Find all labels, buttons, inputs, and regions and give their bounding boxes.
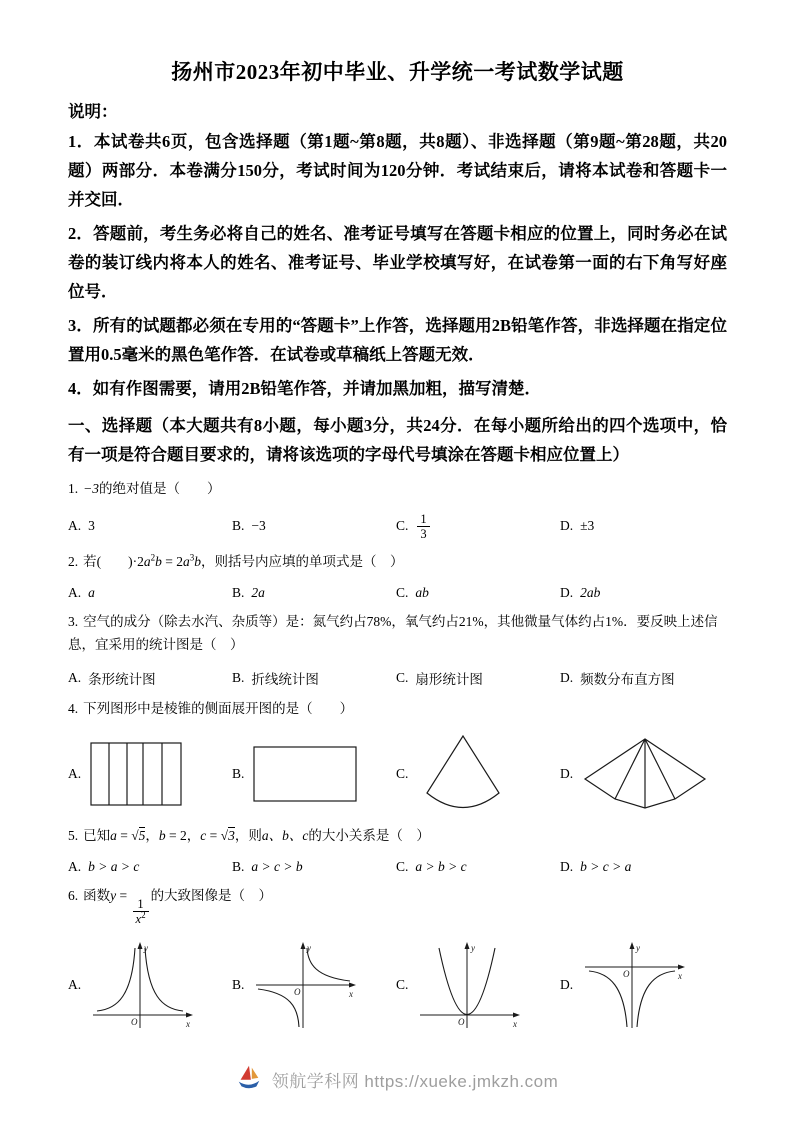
option-text: 频数分布直方图: [580, 671, 675, 687]
stem-text: 的大致图像是（ ）: [150, 888, 273, 904]
question-3-stem: [68, 610, 727, 657]
option-a: [68, 668, 232, 688]
stem-text: ，: [145, 828, 159, 844]
option-b: [232, 859, 396, 875]
x-axis-label: x: [678, 970, 683, 981]
option-text: b > c > a: [580, 859, 632, 875]
option-label: A.: [68, 859, 82, 875]
option-label: B.: [232, 976, 245, 992]
math-term: a: [183, 553, 190, 569]
option-text: a > b > c: [415, 859, 467, 875]
option-label: D.: [560, 766, 574, 782]
radicand: 3: [228, 828, 235, 844]
radical-sign: √: [220, 828, 229, 844]
triangle-fan-figure: [582, 735, 708, 813]
option-label: D.: [560, 584, 574, 600]
math-term: a: [110, 828, 117, 844]
stem-text: = 2: [161, 553, 183, 569]
footer-watermark: [0, 1063, 793, 1096]
question-2-stem: [68, 550, 727, 574]
math-term: a: [143, 553, 151, 569]
stem-text: ，则括号内应填的单项式是（ ）: [201, 553, 404, 569]
question-4-options: [68, 733, 727, 815]
question-number: 4.: [68, 700, 79, 716]
option-d: [560, 585, 600, 601]
fraction-numerator: 1: [137, 896, 144, 911]
y-axis-label: y: [471, 942, 476, 953]
sup-exponent: 2: [150, 552, 156, 563]
option-label: A.: [68, 766, 82, 782]
question-number: 3.: [68, 613, 79, 629]
math-term: b: [155, 553, 162, 569]
option-label: C.: [396, 584, 409, 600]
option-label: B.: [232, 766, 245, 782]
option-text: ±3: [580, 518, 595, 534]
option-d: [560, 859, 631, 875]
stem-text: =: [206, 828, 221, 844]
origin-label: O: [131, 1016, 138, 1027]
stem-text: 空气的成分（除去水汽、杂质等）是：氮气约占78%，氧气约占21%，其他微量气体约占1%．要反映上述信息，宜采用的统计图是（ ）: [68, 613, 718, 653]
question-number: 2.: [68, 553, 79, 569]
question-3-options: [68, 668, 727, 688]
page-title: 扬州市2023年初中毕业、升学统一考试数学试题: [171, 60, 624, 84]
math-term: b: [194, 553, 201, 569]
question-3: [68, 610, 727, 688]
option-label: C.: [396, 859, 409, 875]
option-label: B.: [232, 859, 245, 875]
math-term: −3: [83, 481, 99, 497]
option-label: D.: [560, 518, 574, 534]
question-number: 1.: [68, 481, 79, 497]
option-c: [396, 939, 560, 1031]
fraction-denominator: [133, 911, 149, 926]
option-label: D.: [560, 976, 574, 992]
option-text: 2a: [251, 584, 265, 600]
question-2: [68, 550, 727, 601]
graph-parabola: [417, 939, 523, 1031]
option-text: 折线统计图: [251, 671, 319, 687]
option-text: 扇形统计图: [415, 671, 483, 687]
question-6-options: [68, 939, 727, 1031]
y-axis-label: y: [144, 942, 149, 953]
sup-exponent: 2: [141, 909, 146, 920]
instruction-2: 2．答题前，考生务必将自己的姓名、准考证号填写在答题卡相应的位置上，同时务必在试卷的装订线内将本人的姓名、准考证号、毕业学校填写好，在试卷第一面的右下角写好座位号．: [68, 224, 727, 302]
stem-text: ，则: [234, 828, 262, 844]
option-a: [68, 585, 232, 601]
option-label: C.: [396, 976, 409, 992]
instructions-label: 说明：: [68, 102, 118, 121]
stem-text: ，: [186, 828, 201, 844]
option-c: [396, 668, 560, 688]
graph-branches-above-axis: [90, 939, 196, 1031]
option-label: B.: [232, 584, 245, 600]
square-root: [131, 827, 145, 843]
site-url-text: 领航学科网 https://xueke.jmkzh.com: [271, 1072, 559, 1091]
option-a: [68, 518, 232, 534]
option-d: [560, 939, 688, 1031]
math-term: c: [200, 828, 207, 844]
stem-text: 的绝对值是（ ）: [99, 481, 221, 497]
option-text: b > a > c: [88, 859, 140, 875]
option-text: a > c > b: [251, 859, 303, 875]
option-b: [232, 939, 396, 1031]
stem-text: 的大小关系是（ ）: [308, 828, 430, 844]
option-label: C.: [396, 669, 409, 685]
origin-label: O: [294, 986, 301, 997]
y-axis-label: y: [307, 942, 312, 953]
y-axis-label: y: [636, 942, 641, 953]
option-label: A.: [68, 584, 82, 600]
option-d: [560, 735, 708, 813]
square-root: [221, 827, 235, 843]
option-text: 2ab: [580, 584, 601, 600]
stem-text: 若( )·2: [83, 553, 144, 569]
stem-text: 下列图形中是棱锥的侧面展开图的是（ ）: [83, 700, 354, 716]
stem-text: 函数: [83, 888, 111, 904]
math-term: b: [158, 828, 166, 844]
x-axis-label: x: [186, 1018, 191, 1029]
option-label: C.: [396, 766, 409, 782]
striped-rectangle-figure: [90, 742, 182, 806]
option-label: D.: [560, 859, 574, 875]
stem-text: =: [116, 888, 131, 904]
option-b: [232, 585, 396, 601]
option-text: ab: [415, 584, 429, 600]
radicand: 5: [138, 828, 146, 844]
question-5-stem: [68, 824, 727, 848]
site-logo-icon: [235, 1063, 263, 1096]
fraction: [133, 897, 149, 926]
question-6: [68, 884, 727, 1031]
option-b: [232, 668, 396, 688]
x-axis-label: x: [513, 1018, 518, 1029]
option-label: C.: [396, 518, 409, 534]
section-1-heading: 一、选择题（本大题共有8小题，每小题3分，共24分．在每小题所给出的四个选项中，恰有一项是符合题目要求的，请将该选项的字母代号填涂在答题卡相应位置上）: [68, 416, 727, 465]
option-c: [396, 733, 560, 815]
option-d: [560, 518, 594, 534]
question-4: [68, 697, 727, 816]
graph-branches-below-axis: [582, 939, 688, 1031]
question-1-options: [68, 512, 727, 541]
question-5: [68, 824, 727, 875]
option-b: [232, 746, 396, 802]
option-label: B.: [232, 518, 245, 534]
radical-sign: √: [131, 828, 139, 844]
origin-label: O: [623, 968, 630, 979]
instruction-3: 3．所有的试题都必须在专用的“答题卡”上作答，选择题用2B铅笔作答，非选择题在指定位置用0.5毫米的黑色笔作答．在试卷或草稿纸上答题无效．: [68, 316, 727, 365]
math-term: a、b、c: [261, 828, 309, 844]
stem-text: =: [116, 828, 132, 844]
option-b: [232, 518, 396, 534]
math-term: y: [110, 888, 117, 904]
instruction-4: 4．如有作图需要，请用2B铅笔作答，并请加黑加粗，描写清楚．: [68, 379, 542, 399]
stem-text: 已知: [83, 828, 111, 844]
option-a: [68, 742, 232, 806]
sector-figure: [417, 733, 509, 815]
option-a: [68, 939, 232, 1031]
rectangle-figure: [253, 746, 357, 802]
question-number: 6.: [68, 888, 79, 904]
question-6-stem: [68, 884, 727, 926]
option-text: 3: [88, 518, 95, 534]
option-a: [68, 859, 232, 875]
question-2-options: [68, 585, 727, 601]
math-term: x: [135, 911, 142, 926]
option-label: A.: [68, 669, 82, 685]
option-text: 条形统计图: [88, 671, 156, 687]
option-c: [396, 512, 560, 541]
fraction-denominator: 3: [417, 526, 429, 541]
option-c: [396, 859, 560, 875]
stem-text: = 2: [165, 828, 187, 844]
graph-hyperbola: [253, 939, 359, 1031]
instruction-1: 1．本试卷共6页，包含选择题（第1题~第8题，共8题）、非选择题（第9题~第28题，共20题）两部分．本卷满分150分，考试时间为120分钟．考试结束后，请将本试卷和答题卡一并交回．: [68, 132, 727, 210]
option-text: a: [88, 584, 95, 600]
fraction-numerator: 1: [420, 511, 427, 526]
option-label: A.: [68, 976, 82, 992]
x-axis-label: x: [349, 988, 354, 999]
option-text: −3: [251, 518, 266, 534]
option-label: A.: [68, 518, 82, 534]
option-d: [560, 668, 675, 688]
fraction: [417, 512, 429, 541]
option-c: [396, 585, 560, 601]
question-1-stem: [68, 477, 727, 501]
sup-exponent: 3: [189, 552, 195, 563]
question-4-stem: [68, 697, 727, 721]
option-label: D.: [560, 669, 574, 685]
origin-label: O: [458, 1016, 465, 1027]
question-5-options: [68, 859, 727, 875]
question-1: [68, 477, 727, 541]
question-number: 5.: [68, 828, 79, 844]
option-label: B.: [232, 669, 245, 685]
